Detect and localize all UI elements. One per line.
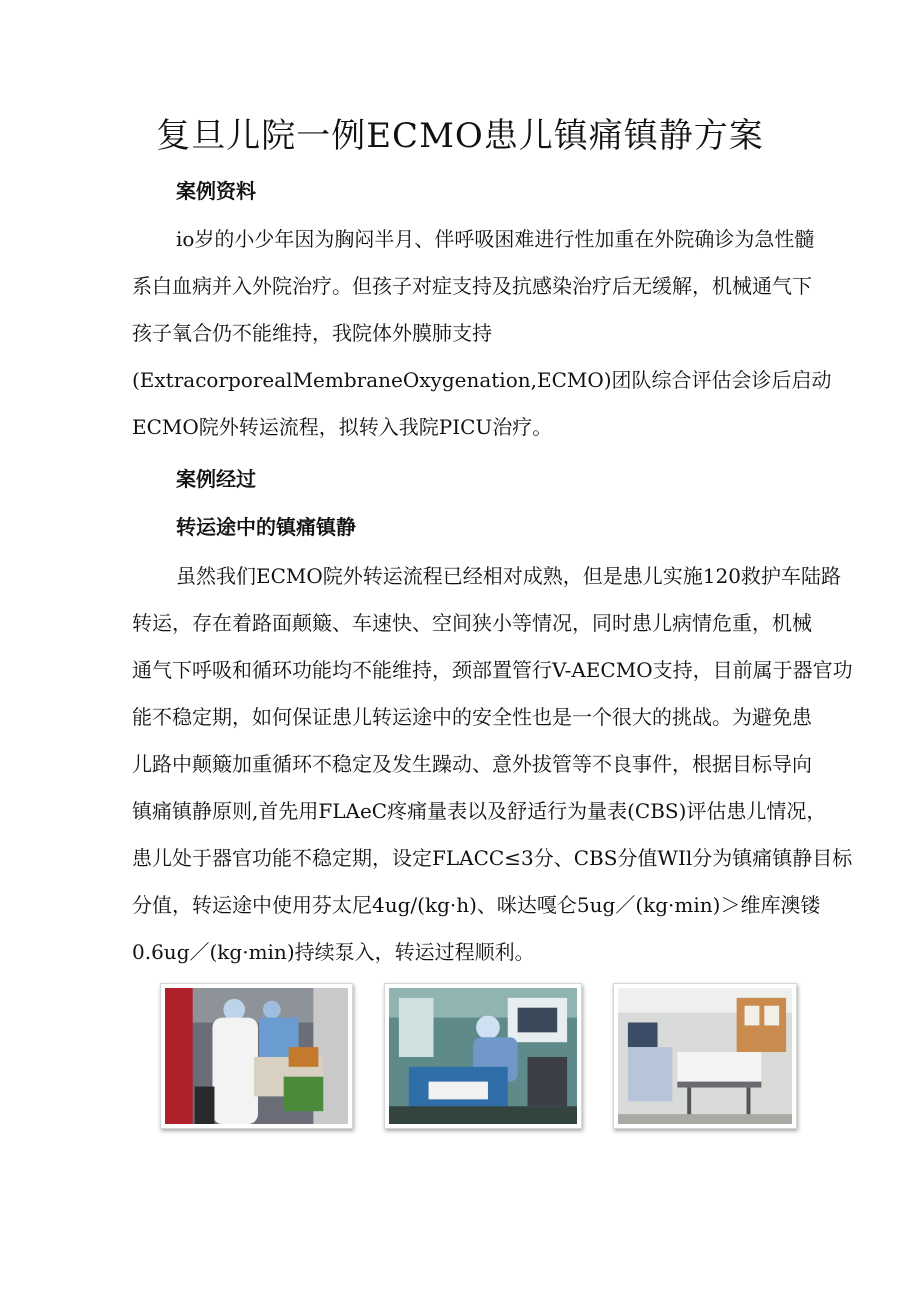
section-heading-transport-sedation: 转运途中的镇痛镇静 xyxy=(176,515,356,539)
paragraph-line: ECMO院外转运流程，拟转入我院PICU治疗。 xyxy=(132,415,553,439)
picu-ward-photo xyxy=(613,983,797,1129)
paragraph-line: 儿路中颠簸加重循环不稳定及发生躁动、意外拔管等不良事件，根据目标导向 xyxy=(132,752,812,776)
ambulance-interior-photo xyxy=(384,983,582,1129)
paragraph-line: 患儿处于器官功能不稳定期，设定FLACC≤3分、CBS分值WIl分为镇痛镇静目标 xyxy=(132,846,853,870)
paragraph-line: io岁的小少年因为胸闷半月、伴呼吸困难进行性加重在外院确诊为急性髓 xyxy=(176,227,815,251)
paragraph-line: 孩子氧合仍不能维持，我院体外膜肺支持 xyxy=(132,321,492,345)
paragraph-line: 虽然我们ECMO院外转运流程已经相对成熟，但是患儿实施120救护车陆路 xyxy=(176,564,841,588)
paragraph-line: 0.6ug／(kg·min)持续泵入，转运过程顺利。 xyxy=(132,940,535,964)
paragraph-transport-sedation xyxy=(132,553,853,976)
paragraph-line: 分值，转运途中使用芬太尼4ug/(kg·h)、咪达嘎仑5ug／(kg·min)＞维库澳镂 xyxy=(132,893,821,917)
paragraph-line: 通气下呼吸和循环功能均不能维持，颈部置管行V-AECMO支持，目前属于器官功 xyxy=(132,658,853,682)
paragraph-line: 能不稳定期，如何保证患儿转运途中的安全性也是一个很大的挑战。为避免患 xyxy=(132,705,812,729)
paragraph-case-data xyxy=(132,216,832,451)
paragraph-line: 转运，存在着路面颠簸、车速快、空间狭小等情况，同时患儿病情危重，机械 xyxy=(132,611,812,635)
section-heading-case-data: 案例资料 xyxy=(176,179,256,203)
paragraph-line: 镇痛镇静原则,首先用FLAeC疼痛量表以及舒适行为量表(CBS)评估患儿情况， xyxy=(132,799,827,823)
document-title: 复旦儿院一例ECMO患儿镇痛镇静方案 xyxy=(156,116,764,156)
paragraph-line: (ExtracorporealMembraneOxygenation,ECMO)团队综合评估会诊后启动 xyxy=(132,368,832,392)
paragraph-line: 系白血病并入外院治疗。但孩子对症支持及抗感染治疗后无缓解，机械通气下 xyxy=(132,274,812,298)
ambulance-loading-photo xyxy=(160,983,353,1129)
section-heading-case-process: 案例经过 xyxy=(176,467,256,491)
